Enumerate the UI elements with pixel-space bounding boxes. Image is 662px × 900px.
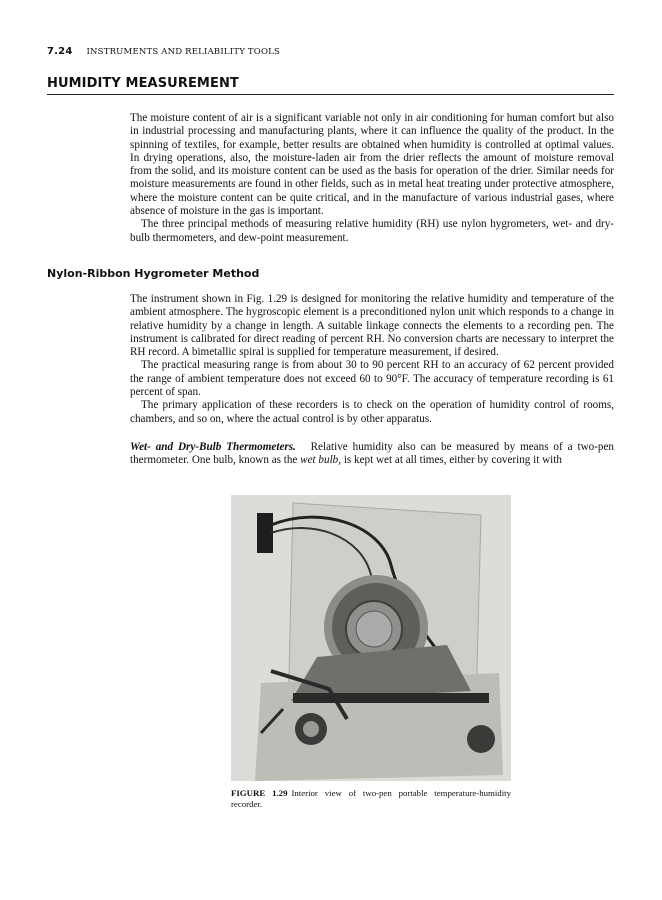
section-title: HUMIDITY MEASUREMENT <box>47 76 239 91</box>
subsection-body <box>130 293 614 426</box>
paragraph: The practical measuring range is from about 30 to 90 percent RH to an accuracy of 62 percent provided the range of ambient temperature does not exceed 60 to 90°F. The accuracy of temperature recording is 61 percent of span. <box>130 359 614 399</box>
paragraph-text: Relative humidity also can be measured by means of a two-pen thermometer. One bulb, known as the <box>130 441 614 467</box>
subsection-title: Nylon-Ribbon Hygrometer Method <box>47 267 260 280</box>
figure-label: FIGURE 1.29 <box>231 788 288 798</box>
paragraph: The moisture content of air is a significant variable not only in air conditioning for human comfort but also in industrial processing and manufacturing plants, where it can influence the quality of the product. In the spinning of textiles, for example, better results are obtained when humidity is controlled at optimal values. In drying operations, also, the moisture-laden air from the drier reflects the amount of moisture removal from the solid, and its moisture content can be used as the basis for operation of the drier. Similar needs for moisture measurements are found in other fields, such as in metal heat treating under protective atmosphere, where the moisture content can be quite critical, and in the manufacture of various industrial gases, where absence of moisture in the gas is important. <box>130 112 614 218</box>
figure-photo <box>231 495 511 781</box>
paragraph: The primary application of these recorders is to check on the operation of humidity control of rooms, chambers, and so on, where the actual control is by other apparatus. <box>130 399 614 425</box>
caption-text: Interior view of two-pen portable temperature-humidity recorder. <box>231 788 511 809</box>
running-title: INSTRUMENTS AND RELIABILITY TOOLS <box>86 47 280 57</box>
italic-term: wet bulb, <box>300 454 342 467</box>
page-number: 7.24 <box>47 46 73 57</box>
wet-dry-paragraph <box>130 441 614 468</box>
recorder-photo-illustration <box>231 495 511 781</box>
run-in-heading: Wet- and Dry-Bulb Thermometers. <box>130 441 296 453</box>
section-rule <box>47 94 614 95</box>
running-header <box>47 46 280 57</box>
paragraph: The three principal methods of measuring relative humidity (RH) use nylon hygrometers, wet- and dry-bulb thermometers, and dew-point measurement. <box>130 218 614 244</box>
figure-caption <box>231 788 511 810</box>
paragraph-text: is kept wet at all times, either by covering it with <box>341 454 562 467</box>
paragraph: The instrument shown in Fig. 1.29 is designed for monitoring the relative humidity and temperature of the ambient atmosphere. The hygroscopic element is a preconditioned nylon unit which responds to a change in relative humidity by a change in length. A suitable linkage connects the elements to a recording pen. The instrument is calibrated for direct reading of percent RH. No conversion charts are necessary to interpret the RH record. A bimetallic spiral is supplied for temperature measurement, if desired. <box>130 293 614 359</box>
section-body <box>130 112 614 245</box>
